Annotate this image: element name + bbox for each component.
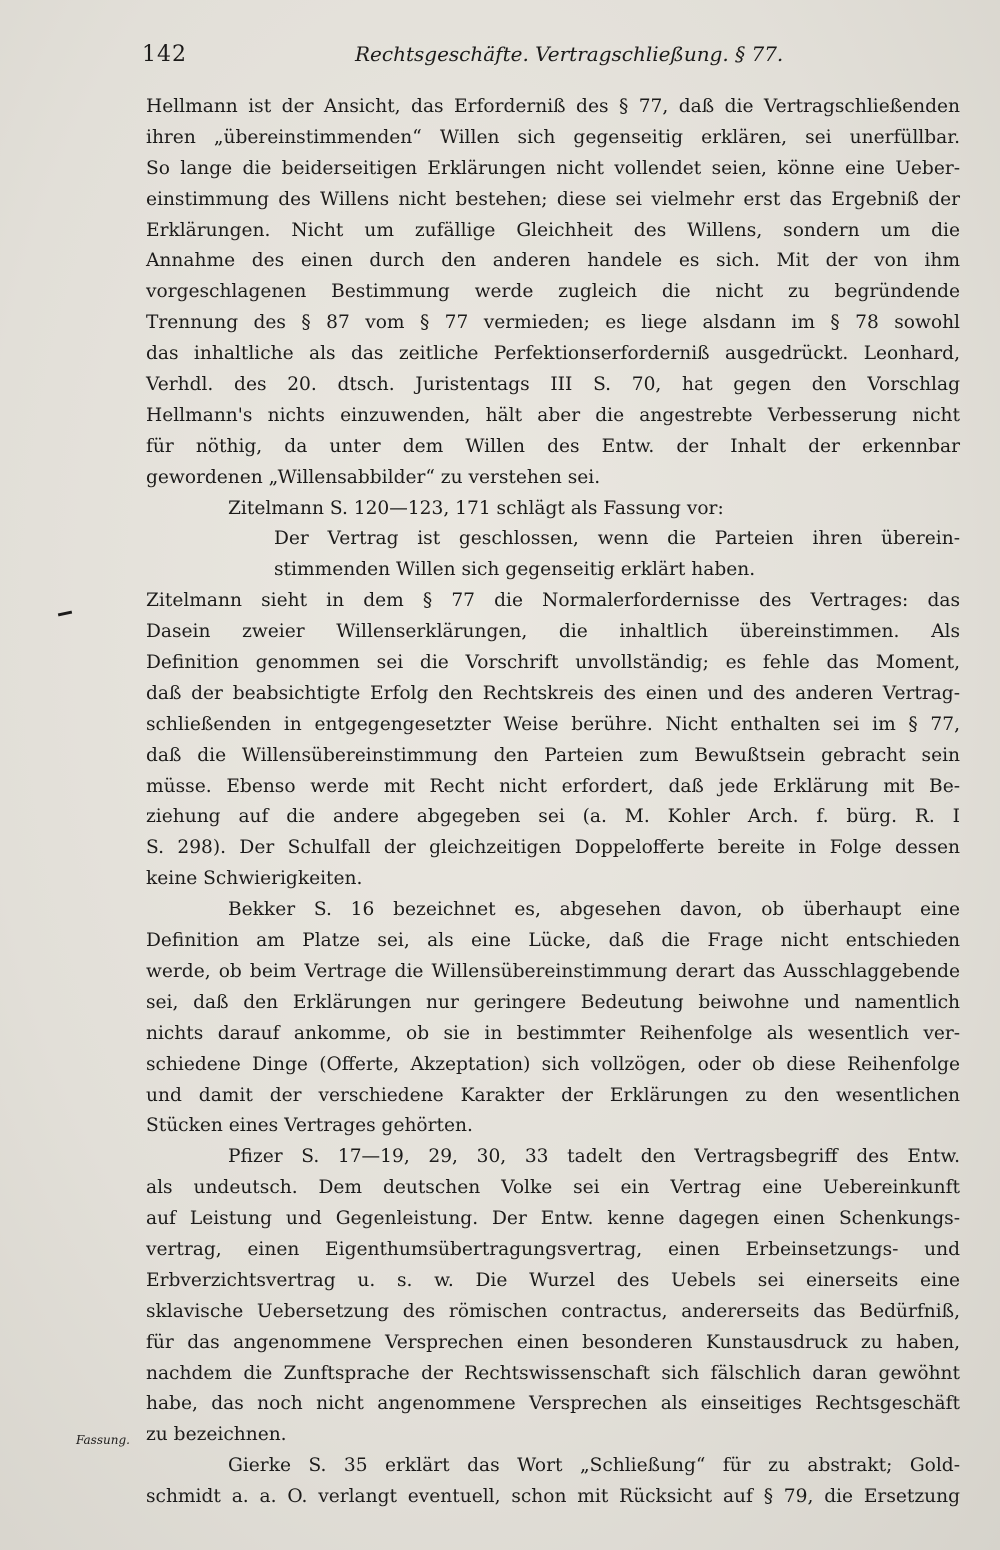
body-text [146, 92, 960, 1513]
text-line: Hellmann's nichts einzuwenden, hält aber die angestrebte Verbesserung nicht [146, 404, 960, 426]
text-line: Gierke S. 35 erklärt das Wort „Schließung“ für zu abstrakt; Gold- [228, 1455, 960, 1477]
text-line: zu bezeichnen. [146, 1424, 287, 1446]
text-line: nachdem die Zunftsprache der Rechtswissenschaft sich fälschlich daran gewöhnt [146, 1362, 960, 1384]
text-line: Zitelmann S. 120—123, 171 schlägt als Fassung vor: [228, 497, 724, 519]
text-line: für nöthig, da unter dem Willen des Entw. der Inhalt der erkennbar [146, 435, 960, 457]
text-line: daß der beabsichtigte Erfolg den Rechtskreis des einen und des anderen Vertrag- [146, 682, 960, 704]
text-line: schiedene Dinge (Offerte, Akzeptation) sich vollzögen, oder ob diese Reihenfolge [146, 1053, 960, 1075]
text-line: auf Leistung und Gegenleistung. Der Entw. kenne dagegen einen Schenkungs- [146, 1208, 960, 1230]
quote-line: stimmenden Willen sich gegenseitig erklärt haben. [274, 559, 756, 581]
page-number: 142 [142, 42, 187, 67]
text-line: Stücken eines Vertrages gehörten. [146, 1115, 473, 1137]
text-line: als undeutsch. Dem deutschen Volke sei ein Vertrag eine Uebereinkunft [146, 1177, 960, 1199]
text-line: Bekker S. 16 bezeichnet es, abgesehen davon, ob überhaupt eine [228, 899, 960, 921]
text-line: So lange die beiderseitigen Erklärungen nicht vollendet seien, könne eine Ueber- [146, 157, 960, 179]
text-line: daß die Willensübereinstimmung den Parteien zum Bewußtsein gebracht sein [146, 744, 960, 766]
text-line: keine Schwierigkeiten. [146, 868, 363, 890]
text-line: Trennung des § 87 vom § 77 vermieden; es liege alsdann im § 78 sowohl [146, 312, 960, 334]
text-line: nichts darauf ankomme, ob sie in bestimmter Reihenfolge als wesentlich ver- [146, 1022, 960, 1044]
text-line: Annahme des einen durch den anderen handele es sich. Mit der von ihm [146, 250, 960, 272]
margin-note-fassung: Fassung. [76, 1433, 130, 1447]
margin-dash-mark [58, 611, 72, 617]
text-line: Pfizer S. 17—19, 29, 30, 33 tadelt den Vertragsbegriff des Entw. [228, 1146, 960, 1168]
text-line: müsse. Ebenso werde mit Recht nicht erfordert, daß jede Erklärung mit Be- [146, 775, 960, 797]
text-line: sei, daß den Erklärungen nur geringere Bedeutung beiwohne und namentlich [146, 991, 960, 1013]
text-line: ihren „übereinstimmenden“ Willen sich gegenseitig erklären, sei unerfüllbar. [146, 126, 960, 148]
text-line: das inhaltliche als das zeitliche Perfektionserforderniß ausgedrückt. Leonhard, [146, 343, 960, 365]
text-line: Dasein zweier Willenserklärungen, die inhaltlich übereinstimmen. Als [146, 621, 960, 643]
text-line: und damit der verschiedene Karakter der Erklärungen zu den wesentlichen [146, 1084, 960, 1106]
text-line: Erbverzichtsvertrag u. s. w. Die Wurzel des Uebels sei einerseits eine [146, 1269, 960, 1291]
text-line: einstimmung des Willens nicht bestehen; diese sei vielmehr erst das Ergebniß der [146, 188, 960, 210]
text-line: Verhdl. des 20. dtsch. Juristentags III S. 70, hat gegen den Vorschlag [146, 374, 960, 396]
text-line: Definition am Platze sei, als eine Lücke, daß die Frage nicht entschieden [146, 930, 960, 952]
quote-line: Der Vertrag ist geschlossen, wenn die Parteien ihren überein- [274, 528, 960, 550]
text-line: Definition genommen sei die Vorschrift unvollständig; es fehle das Moment, [146, 652, 960, 674]
text-line: Hellmann ist der Ansicht, das Erforderniß des § 77, daß die Vertragschließenden [146, 96, 960, 117]
text-line: ziehung auf die andere abgegeben sei (a. M. Kohler Arch. f. bürg. R. I [146, 806, 960, 828]
running-head: Rechtsgeschäfte. Vertragschließung. § 77. [355, 42, 784, 66]
text-line: schmidt a. a. O. verlangt eventuell, schon mit Rücksicht auf § 79, die Ersetzung [146, 1486, 960, 1508]
text-line: sklavische Uebersetzung des römischen contractus, andererseits das Bedürfniß, [146, 1300, 960, 1322]
text-line: gewordenen „Willensabbilder“ zu verstehen sei. [146, 466, 601, 488]
text-line: vorgeschlagenen Bestimmung werde zugleich die nicht zu begründende [146, 281, 960, 303]
text-line: werde, ob beim Vertrage die Willensübereinstimmung derart das Ausschlaggebende [146, 960, 960, 982]
text-line: Zitelmann sieht in dem § 77 die Normalerfordernisse des Vertrages: das [146, 590, 960, 612]
text-line: habe, das noch nicht angenommene Versprechen als einseitiges Rechtsgeschäft [146, 1393, 960, 1415]
text-line: vertrag, einen Eigenthumsübertragungsvertrag, einen Erbeinsetzungs- und [146, 1238, 960, 1260]
text-line: S. 298). Der Schulfall der gleichzeitigen Doppelofferte bereite in Folge dessen [146, 837, 960, 859]
text-line: Erklärungen. Nicht um zufällige Gleichheit des Willens, sondern um die [146, 219, 960, 241]
text-line: für das angenommene Versprechen einen besonderen Kunstausdruck zu haben, [146, 1331, 960, 1353]
text-line: schließenden in entgegengesetzter Weise berühre. Nicht enthalten sei im § 77, [146, 713, 960, 735]
